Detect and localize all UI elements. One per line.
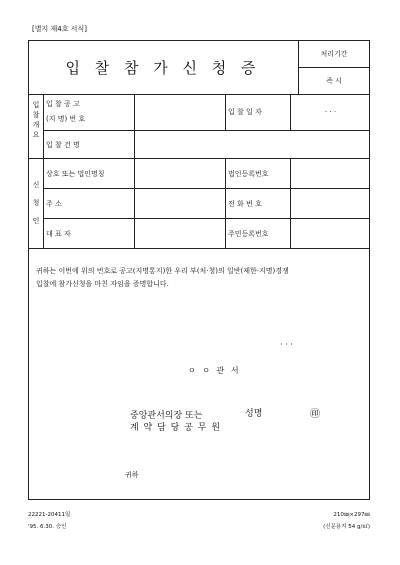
processing-period-label: 처리기간 [320,49,348,58]
applicant-section-label: 신 청 인 [32,181,40,225]
company-name-field[interactable] [135,159,225,187]
certification-text-line1: 귀하는 이번에 위의 번호로 공고(지명통지)한 우리 부(처·청)의 일반(제한·지명)경쟁 [36,267,289,275]
signature-name-label: 성명 [245,409,263,419]
signer-title-line2: 계 약 담 당 공 무 원 [130,423,222,433]
company-name-label: 상호 또는 법인명칭 [46,169,105,178]
representative-field[interactable] [135,219,225,247]
bid-date-label: 입 찰 일 자 [228,108,262,116]
form-code: 22221-20411일 [28,512,71,518]
seal-mark: ㊞ [310,409,320,420]
certification-text-line2: 입찰에 참가신청을 마친 자임을 증명합니다. [36,280,169,288]
phone-field[interactable] [291,189,370,217]
address-field[interactable] [135,189,225,217]
notice-no-label-line1: 입 찰 공 고 [46,100,80,108]
signer-title-line1: 중앙관서의장 또는 [130,411,203,421]
approval-date: '95. 6.30. 승인 [28,524,67,530]
form-title: 입 찰 참 가 신 청 증 [65,58,261,77]
bid-date-field[interactable]: · · · [324,108,337,116]
office-name: ㅇ ㅇ 관 서 [188,366,241,375]
notice-no-label-line2: (지 명) 번 호 [46,115,86,123]
issue-date: · · · [280,340,293,349]
bid-name-label: 입 찰 건 명 [46,140,80,149]
bid-overview-section-label: 입 찰 개 요 [32,101,40,139]
paper-size: 210㎜×297㎜ [333,512,370,518]
addressee: 귀하 [125,471,139,479]
corp-reg-no-label: 법인등록번호 [228,169,269,178]
resident-reg-no-label: 주민등록번호 [228,229,269,238]
paper-type: (신문용지 54 g/㎡) [323,524,370,530]
form-label: [별지 제4호 서식] [32,25,87,33]
representative-label: 대 표 자 [46,229,71,238]
phone-label: 전 화 번 호 [228,199,262,208]
processing-period-value: 즉 시 [326,76,342,85]
corp-reg-no-field[interactable] [291,159,370,187]
notice-no-field[interactable] [135,95,225,129]
bid-name-field[interactable] [135,131,370,157]
address-label: 주 소 [46,199,62,208]
resident-reg-no-field[interactable] [291,219,370,247]
